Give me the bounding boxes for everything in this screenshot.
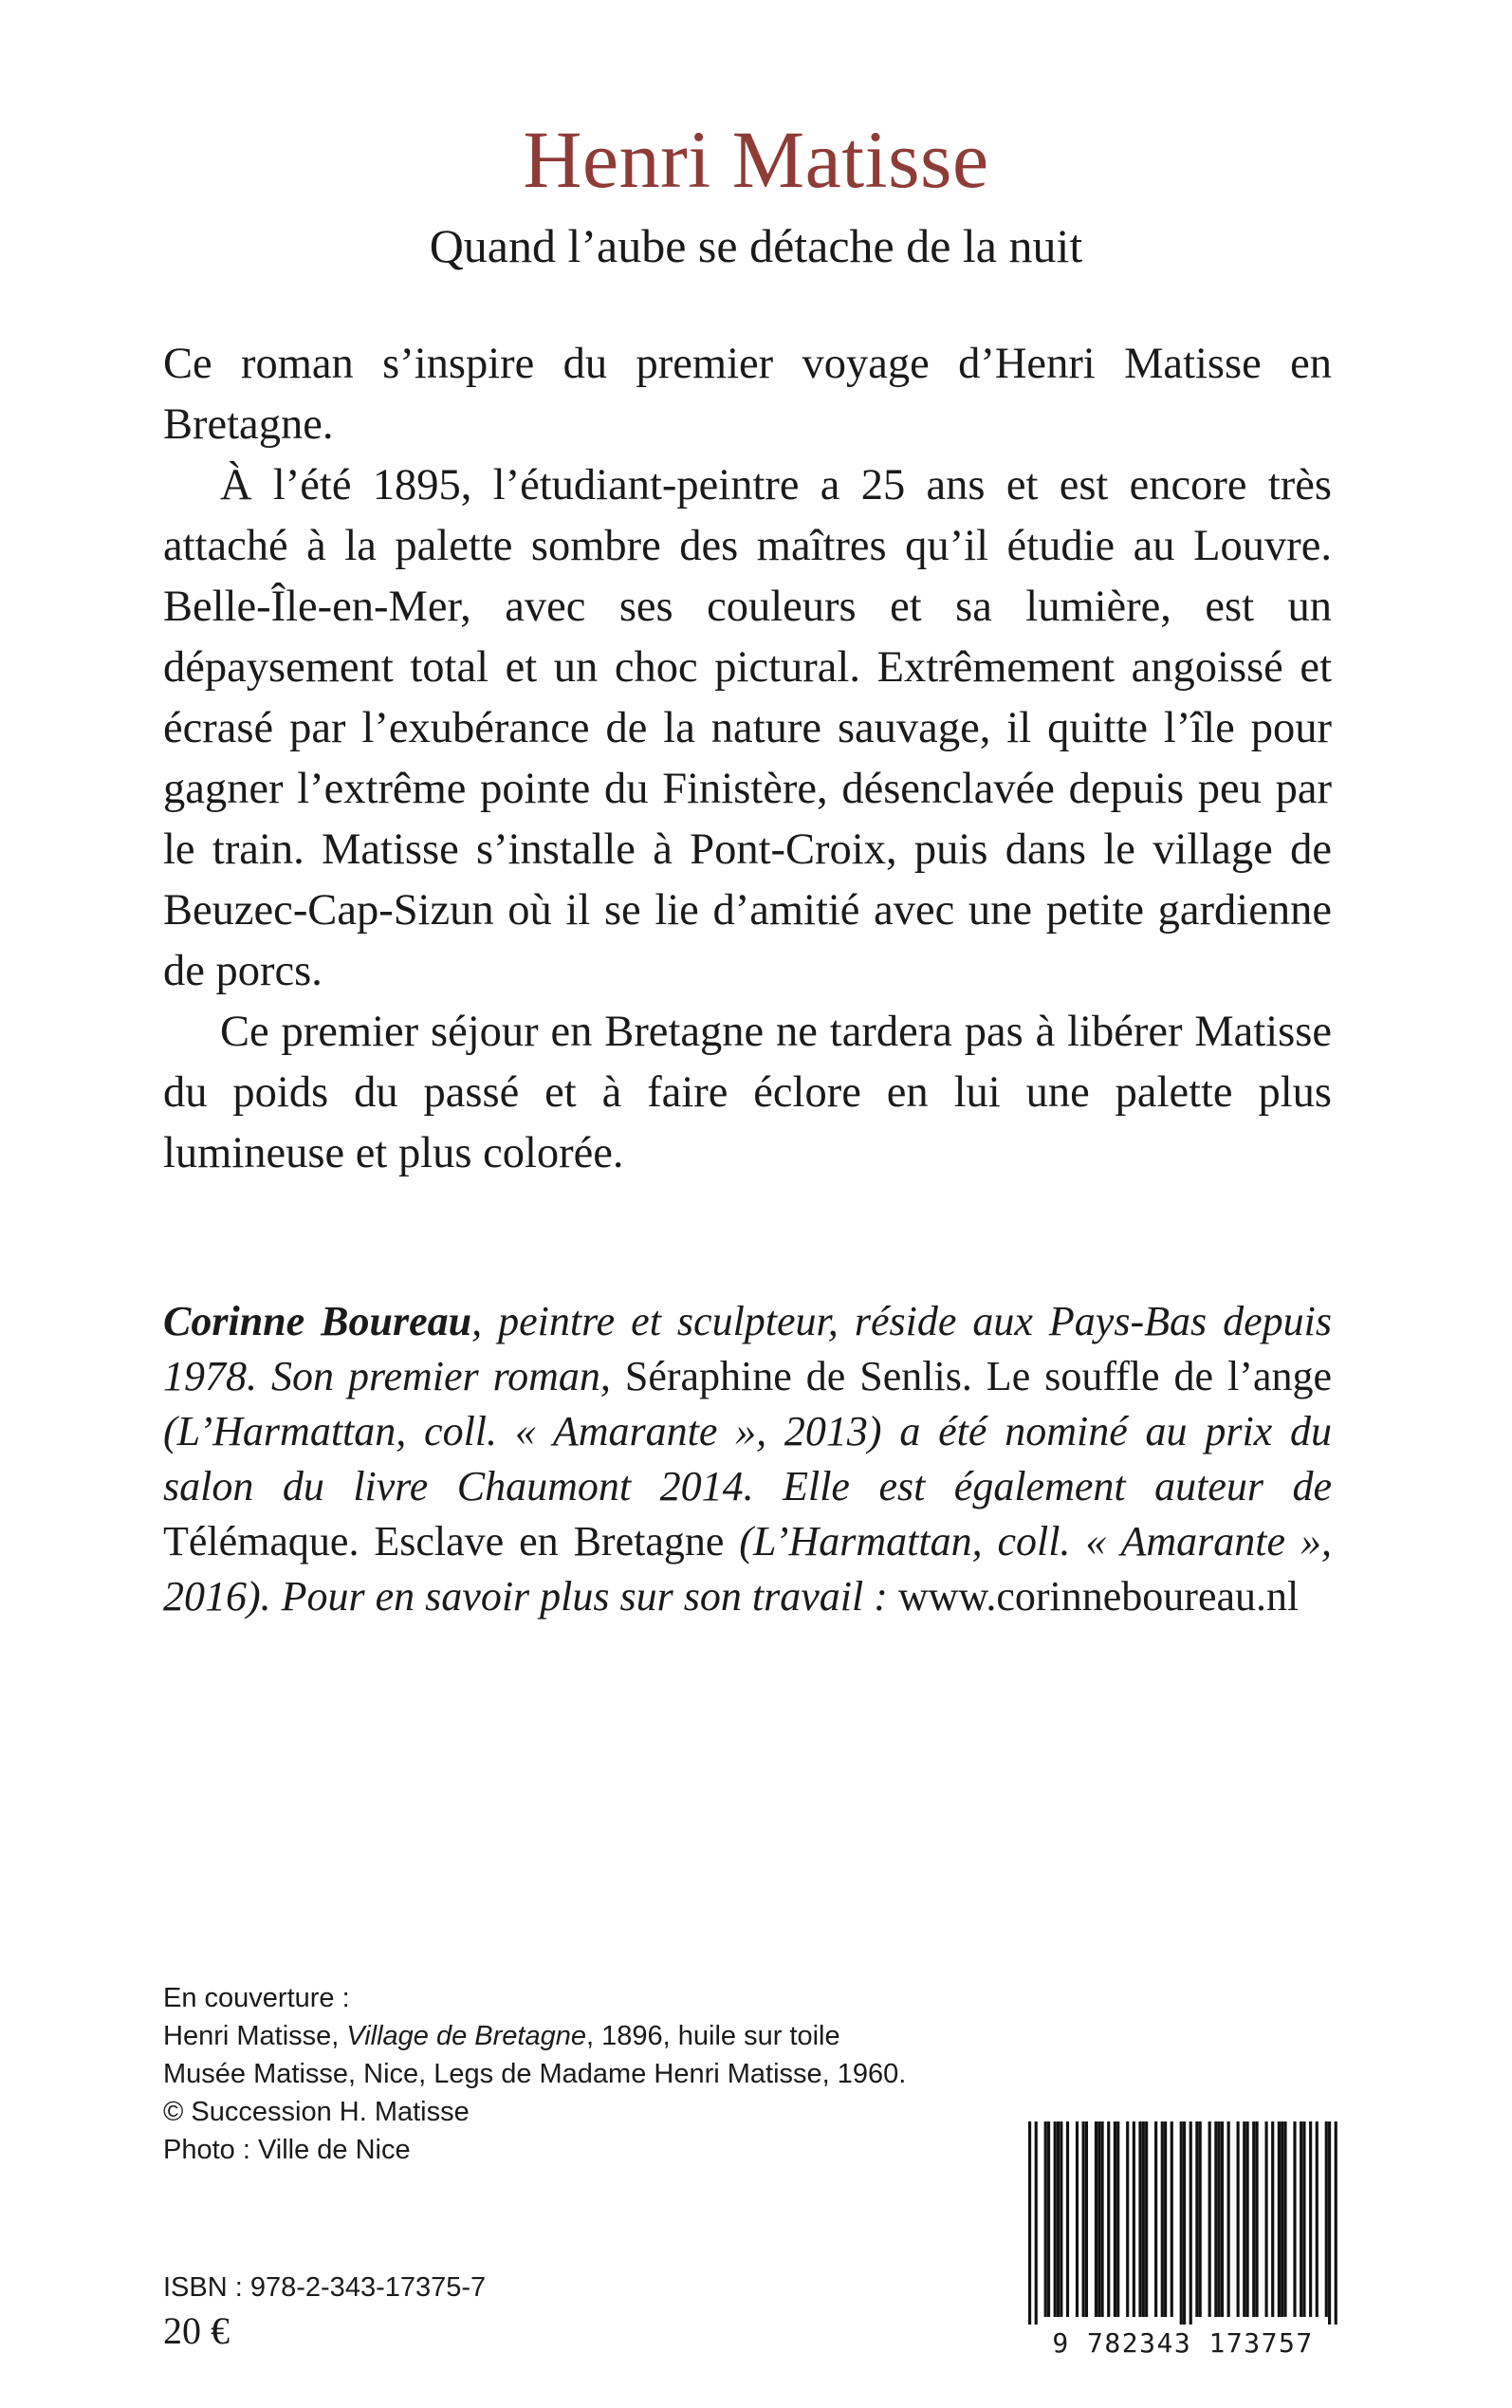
- author-bio-text-3: (L’Harmattan, coll. « Amarante », 2016). Pour en savoir plus sur son travail :: [163, 1518, 1332, 1620]
- first-novel-title: Séraphine de Senlis. Le souffle de l’ange: [624, 1353, 1332, 1399]
- barcode-bar: [1278, 2121, 1281, 2317]
- barcode-bar: [1142, 2121, 1145, 2317]
- author-name: Corinne Boureau: [163, 1298, 472, 1344]
- cover-artwork-details: , 1896, huile sur toile: [586, 2021, 840, 2051]
- barcode-bars: [1028, 2121, 1337, 2325]
- summary-paragraph-3: Ce premier séjour en Bretagne ne tardera pas à libérer Matisse du poids du passé et à faire éclore en lui une palette plus lumineuse et plus colorée.: [163, 1008, 1332, 1177]
- isbn: ISBN : 978-2-343-17375-7: [163, 2272, 487, 2303]
- cover-copyright: © Succession H. Matisse: [163, 2097, 470, 2127]
- barcode-bar: [1095, 2121, 1097, 2317]
- barcode-bar: [1283, 2121, 1286, 2317]
- barcode-bar: [1293, 2121, 1296, 2317]
- barcode-bar: [1302, 2121, 1305, 2317]
- barcode-bar: [1271, 2121, 1274, 2317]
- author-bio-text-1: , peintre et sculpteur, réside aux Pays-Bas depuis 1978. Son premier roman,: [163, 1298, 1332, 1399]
- barcode-bar: [1171, 2121, 1173, 2317]
- barcode-bar: [1335, 2121, 1337, 2325]
- book-subtitle: Quand l’aube se détache de la nuit: [429, 219, 1083, 272]
- barcode-bar: [1214, 2121, 1217, 2317]
- barcode-bar: [1183, 2121, 1186, 2325]
- author-bio-text-2: (L’Harmattan, coll. « Amarante », 2013) a été nominé au prix du salon du livre Chaumont 2014. Elle est également auteur de: [163, 1408, 1332, 1510]
- barcode-bar: [1227, 2121, 1230, 2317]
- barcode-digits: 9 782343 173757: [1052, 2327, 1314, 2359]
- cover-museum: Musée Matisse, Nice, Legs de Madame Henri Matisse, 1960.: [163, 2059, 907, 2089]
- summary-paragraph-2: À l’été 1895, l’étudiant-peintre a 25 ans et est encore très attaché à la palette sombre des maîtres qu’il étudie au Louvre. Belle-Île-en-Mer, avec ses couleurs et sa lumière, est un dépaysement total et un choc pictural. Extrêmement angoissé et écrasé par l’exubérance de la nature sauvage, il quitte l’île pour gagner l’extrême pointe du Finistère, désenclavée depuis peu par le train. Matisse s’installe à Pont-Croix, puis dans le village de Beuzec-Cap-Sizun où il se lie d’amitié avec une petite gardienne de porcs.: [163, 461, 1332, 995]
- barcode-bar: [1252, 2121, 1255, 2317]
- barcode-bar: [1116, 2121, 1119, 2317]
- barcode-bar: [1097, 2121, 1100, 2317]
- summary-text: [163, 334, 1332, 1184]
- price: 20 €: [163, 2309, 230, 2352]
- barcode-bar: [1281, 2121, 1283, 2317]
- barcode-bar: [1057, 2121, 1060, 2317]
- cover-credits-heading: En couverture :: [163, 1983, 350, 2013]
- barcode-bar: [1221, 2121, 1224, 2317]
- barcode-bar: [1316, 2121, 1318, 2317]
- cover-photo-credit: Photo : Ville de Nice: [163, 2135, 411, 2165]
- barcode-bar: [1325, 2121, 1328, 2317]
- barcode-bar: [1138, 2121, 1141, 2317]
- book-title: Henri Matisse: [523, 114, 989, 205]
- barcode-bar: [1145, 2121, 1148, 2317]
- barcode-bar: [1114, 2121, 1116, 2317]
- barcode-bar: [1154, 2121, 1157, 2317]
- barcode-bar: [1199, 2121, 1202, 2317]
- barcode-bar: [1161, 2121, 1164, 2317]
- barcode-bar: [1085, 2121, 1088, 2317]
- barcode-bar: [1101, 2121, 1104, 2317]
- barcode-bar: [1054, 2121, 1057, 2317]
- barcode-bar: [1256, 2121, 1259, 2317]
- barcode-bar: [1126, 2121, 1129, 2317]
- barcode-bar: [1237, 2121, 1240, 2317]
- barcode-bar: [1208, 2121, 1211, 2317]
- barcode-bar: [1082, 2121, 1085, 2317]
- barcode-bar: [1076, 2121, 1079, 2317]
- barcode-bar: [1047, 2121, 1050, 2317]
- barcode-bar: [1309, 2121, 1312, 2317]
- barcode-bar: [1328, 2121, 1331, 2325]
- barcode-bar: [1028, 2121, 1031, 2325]
- barcode: [1028, 2121, 1337, 2359]
- author-website-link[interactable]: www.corinneboureau.nl: [897, 1573, 1300, 1620]
- barcode-bar: [1195, 2121, 1198, 2317]
- barcode-bar: [1044, 2121, 1047, 2317]
- barcode-bar: [1107, 2121, 1110, 2317]
- barcode-bar: [1189, 2121, 1192, 2325]
- barcode-bar: [1066, 2121, 1069, 2317]
- cover-artwork-line: [163, 2017, 1017, 2055]
- barcode-bar: [1060, 2121, 1062, 2317]
- barcode-bar: [1300, 2121, 1302, 2317]
- cover-artist: Henri Matisse,: [163, 2021, 347, 2051]
- barcode-bar: [1164, 2121, 1167, 2317]
- summary-paragraph-1: Ce roman s’inspire du premier voyage d’Henri Matisse en Bretagne.: [163, 340, 1332, 449]
- barcode-bar: [1264, 2121, 1267, 2317]
- second-novel-title: Télémaque. Esclave en Bretagne: [163, 1518, 725, 1565]
- cover-credits: [163, 1979, 1017, 2169]
- barcode-bar: [1218, 2121, 1221, 2317]
- barcode-bar: [1243, 2121, 1245, 2317]
- barcode-bar: [1180, 2121, 1183, 2325]
- barcode-bar: [1133, 2121, 1135, 2317]
- barcode-bar: [1246, 2121, 1249, 2317]
- author-bio: [163, 1294, 1332, 1624]
- barcode-bar: [1035, 2121, 1038, 2325]
- cover-artwork-title: Village de Bretagne: [346, 2021, 586, 2051]
